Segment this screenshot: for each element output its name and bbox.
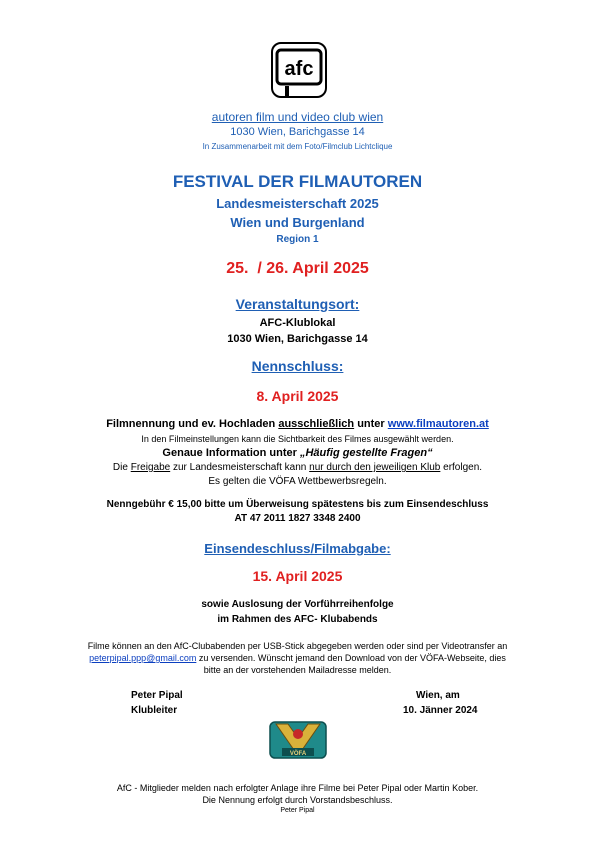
submission-date: 15. April 2025 (252, 568, 343, 584)
club-address: 1030 Wien, Barichgasse 14 (230, 126, 365, 138)
upload-mid: unter (354, 418, 388, 430)
faq-reference: „Häufig gestellte Fragen“ (299, 447, 433, 459)
signature-date: 10. Jänner 2024 (403, 705, 478, 716)
filmautoren-link[interactable]: www.filmautoren.at (387, 418, 489, 430)
afc-logo (271, 42, 327, 98)
club-name: autoren film und video club wien (211, 110, 384, 124)
registration-heading: Nennschluss: (251, 358, 344, 374)
release-a: Die (112, 462, 131, 473)
venue-heading: Veranstaltungsort: (235, 296, 360, 312)
delivery-line-3: bitte an der vorstehenden Mailadresse melden. (203, 665, 392, 675)
footer-line-2: Die Nennung erfolgt durch Vorstandsbeschluss. (202, 795, 393, 805)
iban: AT 47 2011 1827 3348 2400 (234, 513, 361, 524)
upload-prefix: Filmnennung und ev. Hochladen (106, 418, 279, 430)
venue-address: 1030 Wien, Barichgasse 14 (227, 333, 368, 345)
venue-name: AFC-Klublokal (259, 317, 336, 329)
delivery-line-1: Filme können an den AfC-Clubabenden per USB-Stick abgegeben werden oder sind per Videotransfer an (87, 641, 508, 651)
festival-dates: 25. / 26. April 2025 (226, 260, 369, 277)
logo-text: afc (284, 58, 314, 80)
draw-line-1: sowie Auslosung der Vorführreihenfolge (201, 599, 394, 610)
footer-line-3: Peter Pipal (280, 807, 315, 814)
voefa-badge (268, 716, 328, 762)
footer-line-1: AfC - Mitglieder melden nach erfolgter Anlage ihre Filme bei Peter Pipal oder Martin Kober. (116, 783, 479, 793)
fee-note: Nenngebühr € 15,00 bitte um Überweisung spätestens bis zum Einsendeschluss (106, 499, 489, 510)
signer-role: Klubleiter (131, 705, 178, 716)
championship-subtitle: Landesmeisterschaft 2025 (216, 196, 379, 211)
badge-text: VÖFA (289, 751, 307, 757)
email-link[interactable]: peterpipal.ppp@gmail.com (89, 653, 197, 663)
info-prefix: Genaue Information unter (162, 447, 300, 459)
cooperation-note: In Zusammenarbeit mit dem Foto/Filmclub Lichtclique (202, 142, 393, 151)
visibility-note: In den Filmeinstellungen kann die Sichtbarkeit des Filmes ausgewählt werden. (141, 434, 454, 444)
draw-line-2: im Rahmen des AFC- Klubabends (217, 614, 378, 625)
rules-note: Es gelten die VÖFA Wettbewerbsregeln. (208, 476, 387, 487)
region-name: Wien und Burgenland (230, 215, 365, 230)
release-e: erfolgen. (440, 462, 483, 473)
signature-place: Wien, am (416, 690, 460, 701)
registration-date: 8. April 2025 (256, 388, 339, 404)
release-line (0, 462, 595, 473)
delivery-line-2 (0, 653, 595, 663)
upload-emphasis: ausschließlich (278, 418, 355, 430)
release-emph: Freigabe (130, 462, 171, 473)
upload-line (0, 418, 595, 430)
info-line (0, 447, 595, 459)
signer-name: Peter Pipal (131, 690, 183, 701)
festival-title: FESTIVAL DER FILMAUTOREN (172, 172, 423, 191)
region-label: Region 1 (276, 234, 319, 245)
delivery-line-2-rest: zu versenden. Wünscht jemand den Download von der VÖFA-Webseite, dies (196, 653, 506, 663)
release-club: nur durch den jeweiligen Klub (309, 462, 441, 473)
submission-heading: Einsendeschluss/Filmabgabe: (204, 541, 391, 556)
release-c: zur Landesmeisterschaft kann (170, 462, 310, 473)
